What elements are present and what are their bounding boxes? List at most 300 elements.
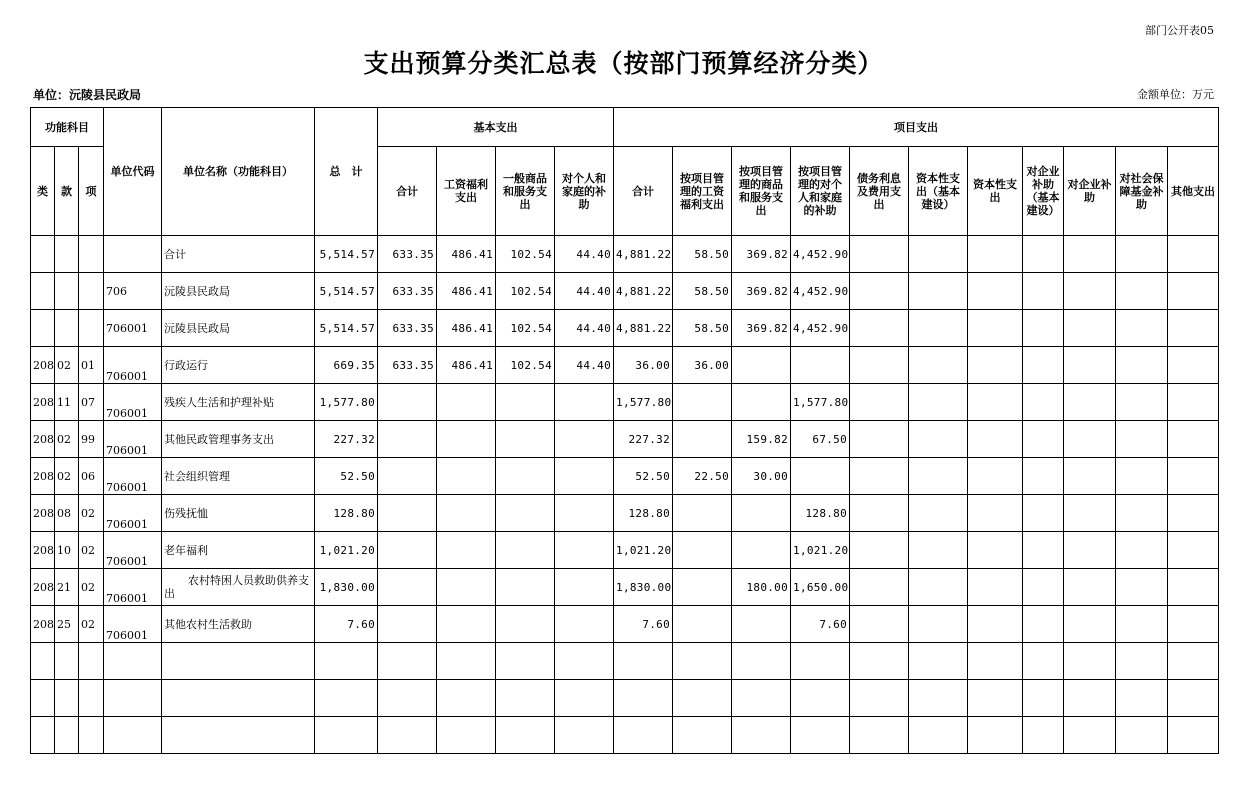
cell-empty xyxy=(1064,273,1116,310)
cell-empty xyxy=(1064,310,1116,347)
cell-empty xyxy=(1023,310,1064,347)
cell-p-personal: 4,452.90 xyxy=(791,273,850,310)
cell-empty xyxy=(968,384,1023,421)
cell-xiang: 06 xyxy=(79,458,104,495)
cell-unit-name: 沅陵县民政局 xyxy=(162,273,315,310)
cell-empty xyxy=(968,680,1023,717)
cell-xiang: 99 xyxy=(79,421,104,458)
header-proj-capital: 资本性支出 xyxy=(968,147,1023,236)
cell-b-sum xyxy=(378,421,437,458)
cell-empty xyxy=(1064,643,1116,680)
cell-b-wage xyxy=(437,495,496,532)
header-kuan: 款 xyxy=(55,147,79,236)
cell-unit-name: 残疾人生活和护理补贴 xyxy=(162,384,315,421)
cell-kuan: 21 xyxy=(55,569,79,606)
unit-label: 单位：沅陵县民政局 xyxy=(33,88,142,102)
cell-xiang: 02 xyxy=(79,606,104,643)
cell-p-sum: 36.00 xyxy=(614,347,673,384)
cell-p-sum: 4,881.22 xyxy=(614,273,673,310)
cell-empty xyxy=(1168,717,1219,754)
cell-empty xyxy=(850,273,909,310)
cell-empty xyxy=(1168,606,1219,643)
cell-b-sum: 633.35 xyxy=(378,236,437,273)
cell-empty xyxy=(1168,310,1219,347)
cell-p-sum: 227.32 xyxy=(614,421,673,458)
cell-p-personal: 4,452.90 xyxy=(791,310,850,347)
cell-empty xyxy=(850,532,909,569)
table-row xyxy=(31,236,1219,273)
cell-empty xyxy=(614,717,673,754)
cell-kuan xyxy=(55,236,79,273)
table-row xyxy=(31,606,1219,643)
cell-total: 227.32 xyxy=(315,421,378,458)
cell-empty xyxy=(1023,643,1064,680)
cell-unit-name: 行政运行 xyxy=(162,347,315,384)
cell-empty xyxy=(1168,236,1219,273)
cell-unit-name: 老年福利 xyxy=(162,532,315,569)
cell-total: 669.35 xyxy=(315,347,378,384)
cell-b-wage xyxy=(437,532,496,569)
cell-kuan: 25 xyxy=(55,606,79,643)
cell-empty xyxy=(968,458,1023,495)
cell-empty xyxy=(162,717,315,754)
cell-unit-code: 706001 xyxy=(104,384,162,421)
cell-xiang: 02 xyxy=(79,495,104,532)
cell-b-personal xyxy=(555,384,614,421)
cell-b-goods xyxy=(496,384,555,421)
cell-empty xyxy=(378,717,437,754)
cell-empty xyxy=(909,495,968,532)
cell-empty xyxy=(1116,532,1168,569)
header-unit-code: 单位代码 xyxy=(104,108,162,236)
cell-unit-code xyxy=(104,236,162,273)
cell-empty xyxy=(850,458,909,495)
cell-empty xyxy=(1116,458,1168,495)
header-basic-wage: 工资福利支出 xyxy=(437,147,496,236)
cell-unit-code: 706001 xyxy=(104,495,162,532)
cell-empty xyxy=(968,310,1023,347)
cell-empty xyxy=(1168,532,1219,569)
header-proj-sum: 合计 xyxy=(614,147,673,236)
cell-unit-code: 706001 xyxy=(104,569,162,606)
cell-b-personal: 44.40 xyxy=(555,347,614,384)
cell-p-personal: 4,452.90 xyxy=(791,236,850,273)
cell-b-personal xyxy=(555,421,614,458)
cell-b-sum xyxy=(378,532,437,569)
header-basic-sum: 合计 xyxy=(378,147,437,236)
cell-p-personal xyxy=(791,458,850,495)
cell-lei: 208 xyxy=(31,569,55,606)
cell-kuan: 10 xyxy=(55,532,79,569)
cell-empty xyxy=(1168,273,1219,310)
cell-b-goods: 102.54 xyxy=(496,310,555,347)
cell-total: 52.50 xyxy=(315,458,378,495)
cell-p-wage: 58.50 xyxy=(673,310,732,347)
cell-lei xyxy=(31,236,55,273)
cell-empty xyxy=(1064,532,1116,569)
cell-kuan xyxy=(55,273,79,310)
cell-empty xyxy=(437,680,496,717)
table-body xyxy=(31,236,1219,754)
cell-empty xyxy=(315,680,378,717)
cell-p-sum: 52.50 xyxy=(614,458,673,495)
cell-xiang: 07 xyxy=(79,384,104,421)
cell-empty xyxy=(850,310,909,347)
cell-p-wage xyxy=(673,495,732,532)
cell-empty xyxy=(909,569,968,606)
cell-empty xyxy=(968,273,1023,310)
table-header xyxy=(31,108,1219,236)
cell-unit-name: 其他民政管理事务支出 xyxy=(162,421,315,458)
header-proj-debt: 债务利息及费用支出 xyxy=(850,147,909,236)
cell-empty xyxy=(315,643,378,680)
header-proj-enterprise: 对企业补助 xyxy=(1064,147,1116,236)
cell-kuan: 08 xyxy=(55,495,79,532)
cell-p-personal: 1,650.00 xyxy=(791,569,850,606)
cell-b-sum: 633.35 xyxy=(378,273,437,310)
cell-empty xyxy=(1116,421,1168,458)
cell-empty xyxy=(909,680,968,717)
cell-total: 1,577.80 xyxy=(315,384,378,421)
cell-unit-name: 农村特困人员救助供养支出 xyxy=(162,569,315,606)
cell-empty xyxy=(673,643,732,680)
cell-empty xyxy=(1116,236,1168,273)
cell-empty xyxy=(850,384,909,421)
cell-b-sum: 633.35 xyxy=(378,310,437,347)
cell-empty xyxy=(1168,347,1219,384)
cell-total: 1,830.00 xyxy=(315,569,378,606)
cell-empty xyxy=(968,421,1023,458)
cell-empty xyxy=(850,347,909,384)
cell-lei: 208 xyxy=(31,421,55,458)
header-total: 总 计 xyxy=(315,108,378,236)
cell-unit-code: 706001 xyxy=(104,310,162,347)
cell-b-sum xyxy=(378,569,437,606)
cell-unit-code: 706001 xyxy=(104,606,162,643)
cell-empty xyxy=(909,384,968,421)
cell-p-sum: 1,830.00 xyxy=(614,569,673,606)
cell-total: 128.80 xyxy=(315,495,378,532)
cell-p-goods: 180.00 xyxy=(732,569,791,606)
cell-empty xyxy=(909,421,968,458)
cell-p-personal xyxy=(791,347,850,384)
cell-b-personal: 44.40 xyxy=(555,273,614,310)
cell-b-sum xyxy=(378,458,437,495)
cell-empty xyxy=(850,717,909,754)
cell-lei: 208 xyxy=(31,347,55,384)
cell-empty xyxy=(1168,458,1219,495)
budget-table xyxy=(30,107,1219,754)
cell-unit-name: 社会组织管理 xyxy=(162,458,315,495)
cell-empty xyxy=(79,717,104,754)
cell-empty xyxy=(968,236,1023,273)
header-proj-wage: 按项目管理的工资福利支出 xyxy=(673,147,732,236)
cell-empty xyxy=(614,643,673,680)
cell-b-goods xyxy=(496,458,555,495)
cell-empty xyxy=(162,680,315,717)
cell-empty xyxy=(1023,347,1064,384)
cell-b-wage xyxy=(437,421,496,458)
cell-p-goods: 369.82 xyxy=(732,273,791,310)
cell-total: 5,514.57 xyxy=(315,273,378,310)
cell-b-goods: 102.54 xyxy=(496,236,555,273)
cell-empty xyxy=(1023,717,1064,754)
cell-kuan: 02 xyxy=(55,458,79,495)
cell-empty xyxy=(1116,347,1168,384)
cell-empty xyxy=(909,717,968,754)
header-basic-goods: 一般商品和服务支出 xyxy=(496,147,555,236)
header-proj-enterprise-basic: 对企业补助（基本建设） xyxy=(1023,147,1064,236)
cell-empty xyxy=(104,717,162,754)
table-row xyxy=(31,273,1219,310)
cell-empty xyxy=(31,680,55,717)
cell-empty xyxy=(968,569,1023,606)
cell-p-goods: 159.82 xyxy=(732,421,791,458)
cell-lei: 208 xyxy=(31,606,55,643)
cell-empty xyxy=(162,643,315,680)
cell-empty xyxy=(909,347,968,384)
header-basic: 基本支出 xyxy=(378,108,614,147)
cell-unit-name: 其他农村生活救助 xyxy=(162,606,315,643)
header-proj-goods: 按项目管理的商品和服务支出 xyxy=(732,147,791,236)
cell-lei: 208 xyxy=(31,495,55,532)
cell-empty xyxy=(909,643,968,680)
cell-p-goods xyxy=(732,384,791,421)
cell-empty xyxy=(1023,458,1064,495)
cell-empty xyxy=(555,717,614,754)
cell-b-sum xyxy=(378,606,437,643)
header-func-subject: 功能科目 xyxy=(31,108,104,147)
cell-p-goods: 369.82 xyxy=(732,310,791,347)
cell-empty xyxy=(1168,421,1219,458)
table-row-empty xyxy=(31,643,1219,680)
cell-p-wage: 36.00 xyxy=(673,347,732,384)
cell-empty xyxy=(496,643,555,680)
cell-empty xyxy=(673,717,732,754)
cell-empty xyxy=(1116,569,1168,606)
cell-kuan: 02 xyxy=(55,421,79,458)
cell-p-wage xyxy=(673,606,732,643)
cell-empty xyxy=(1064,347,1116,384)
table-row-empty xyxy=(31,680,1219,717)
cell-empty xyxy=(31,717,55,754)
cell-empty xyxy=(850,421,909,458)
cell-b-goods xyxy=(496,421,555,458)
header-proj-other: 其他支出 xyxy=(1168,147,1219,236)
cell-b-goods: 102.54 xyxy=(496,273,555,310)
cell-b-sum xyxy=(378,384,437,421)
cell-empty xyxy=(437,717,496,754)
cell-empty xyxy=(850,236,909,273)
cell-empty xyxy=(909,236,968,273)
cell-empty xyxy=(1023,569,1064,606)
cell-p-sum: 1,021.20 xyxy=(614,532,673,569)
cell-empty xyxy=(1023,421,1064,458)
cell-empty xyxy=(1116,717,1168,754)
table-row xyxy=(31,458,1219,495)
cell-empty xyxy=(437,643,496,680)
cell-total: 5,514.57 xyxy=(315,310,378,347)
cell-empty xyxy=(1064,458,1116,495)
header-basic-personal: 对个人和家庭的补助 xyxy=(555,147,614,236)
cell-empty xyxy=(1064,421,1116,458)
cell-empty xyxy=(1064,717,1116,754)
cell-empty xyxy=(104,643,162,680)
cell-empty xyxy=(555,643,614,680)
cell-empty xyxy=(614,680,673,717)
cell-unit-name: 合计 xyxy=(162,236,315,273)
cell-lei: 208 xyxy=(31,384,55,421)
cell-p-goods xyxy=(732,347,791,384)
cell-b-wage xyxy=(437,384,496,421)
money-unit-label: 金额单位：万元 xyxy=(1137,88,1214,101)
header-unit-name: 单位名称（功能科目） xyxy=(162,108,315,236)
cell-empty xyxy=(1168,680,1219,717)
cell-empty xyxy=(850,495,909,532)
cell-p-personal: 1,577.80 xyxy=(791,384,850,421)
cell-kuan: 11 xyxy=(55,384,79,421)
cell-empty xyxy=(1168,569,1219,606)
cell-empty xyxy=(732,717,791,754)
cell-empty xyxy=(1116,273,1168,310)
cell-empty xyxy=(909,606,968,643)
cell-empty xyxy=(673,680,732,717)
cell-lei: 208 xyxy=(31,458,55,495)
cell-p-wage: 58.50 xyxy=(673,273,732,310)
cell-empty xyxy=(968,643,1023,680)
form-number-label: 部门公开表05 xyxy=(1145,24,1214,37)
cell-p-wage: 58.50 xyxy=(673,236,732,273)
header-xiang: 项 xyxy=(79,147,104,236)
cell-empty xyxy=(55,717,79,754)
cell-b-personal xyxy=(555,532,614,569)
cell-empty xyxy=(968,717,1023,754)
cell-empty xyxy=(79,643,104,680)
cell-total: 1,021.20 xyxy=(315,532,378,569)
cell-empty xyxy=(1064,680,1116,717)
cell-b-personal: 44.40 xyxy=(555,236,614,273)
cell-empty xyxy=(1064,495,1116,532)
table-row xyxy=(31,495,1219,532)
table-row xyxy=(31,532,1219,569)
cell-empty xyxy=(1116,606,1168,643)
cell-empty xyxy=(1116,680,1168,717)
cell-empty xyxy=(732,643,791,680)
cell-xiang xyxy=(79,236,104,273)
cell-empty xyxy=(791,717,850,754)
cell-empty xyxy=(1168,495,1219,532)
cell-unit-code: 706001 xyxy=(104,347,162,384)
cell-empty xyxy=(1116,384,1168,421)
table-row xyxy=(31,569,1219,606)
cell-b-personal xyxy=(555,606,614,643)
cell-empty xyxy=(909,310,968,347)
cell-p-goods xyxy=(732,606,791,643)
cell-empty xyxy=(31,643,55,680)
cell-xiang xyxy=(79,273,104,310)
header-proj-personal: 按项目管理的对个人和家庭的补助 xyxy=(791,147,850,236)
cell-b-goods xyxy=(496,569,555,606)
cell-empty xyxy=(1168,384,1219,421)
cell-unit-code: 706001 xyxy=(104,532,162,569)
cell-empty xyxy=(555,680,614,717)
cell-empty xyxy=(1064,569,1116,606)
cell-b-sum: 633.35 xyxy=(378,347,437,384)
cell-empty xyxy=(1023,495,1064,532)
cell-empty xyxy=(1023,532,1064,569)
cell-b-sum xyxy=(378,495,437,532)
cell-p-sum: 1,577.80 xyxy=(614,384,673,421)
cell-b-personal xyxy=(555,458,614,495)
table-row xyxy=(31,421,1219,458)
table-row xyxy=(31,347,1219,384)
cell-empty xyxy=(909,273,968,310)
cell-xiang xyxy=(79,310,104,347)
cell-unit-code: 706001 xyxy=(104,421,162,458)
cell-unit-name: 伤残抚恤 xyxy=(162,495,315,532)
cell-b-personal: 44.40 xyxy=(555,310,614,347)
cell-p-sum: 7.60 xyxy=(614,606,673,643)
cell-b-personal xyxy=(555,495,614,532)
cell-kuan: 02 xyxy=(55,347,79,384)
table-row xyxy=(31,384,1219,421)
cell-p-wage xyxy=(673,384,732,421)
cell-p-wage xyxy=(673,532,732,569)
cell-p-personal: 7.60 xyxy=(791,606,850,643)
cell-p-goods xyxy=(732,532,791,569)
cell-b-personal xyxy=(555,569,614,606)
cell-empty xyxy=(1168,643,1219,680)
cell-empty xyxy=(55,680,79,717)
cell-unit-code: 706 xyxy=(104,273,162,310)
cell-lei xyxy=(31,310,55,347)
cell-empty xyxy=(1116,495,1168,532)
cell-empty xyxy=(104,680,162,717)
cell-empty xyxy=(850,680,909,717)
cell-p-sum: 128.80 xyxy=(614,495,673,532)
cell-xiang: 02 xyxy=(79,532,104,569)
cell-p-wage xyxy=(673,569,732,606)
cell-lei: 208 xyxy=(31,532,55,569)
cell-empty xyxy=(1064,236,1116,273)
cell-kuan xyxy=(55,310,79,347)
cell-b-goods: 102.54 xyxy=(496,347,555,384)
cell-empty xyxy=(378,643,437,680)
table-row xyxy=(31,310,1219,347)
cell-empty xyxy=(1116,310,1168,347)
cell-empty xyxy=(378,680,437,717)
cell-unit-code: 706001 xyxy=(104,458,162,495)
cell-empty xyxy=(909,532,968,569)
cell-b-wage xyxy=(437,458,496,495)
cell-b-wage xyxy=(437,606,496,643)
cell-p-wage xyxy=(673,421,732,458)
cell-p-goods: 369.82 xyxy=(732,236,791,273)
cell-b-wage: 486.41 xyxy=(437,236,496,273)
cell-total: 5,514.57 xyxy=(315,236,378,273)
cell-b-goods xyxy=(496,606,555,643)
cell-p-goods xyxy=(732,495,791,532)
cell-p-wage: 22.50 xyxy=(673,458,732,495)
cell-empty xyxy=(968,606,1023,643)
cell-b-wage: 486.41 xyxy=(437,310,496,347)
cell-empty xyxy=(1064,606,1116,643)
cell-p-goods: 30.00 xyxy=(732,458,791,495)
table-row-empty xyxy=(31,717,1219,754)
cell-empty xyxy=(791,643,850,680)
cell-empty xyxy=(496,717,555,754)
cell-empty xyxy=(968,495,1023,532)
